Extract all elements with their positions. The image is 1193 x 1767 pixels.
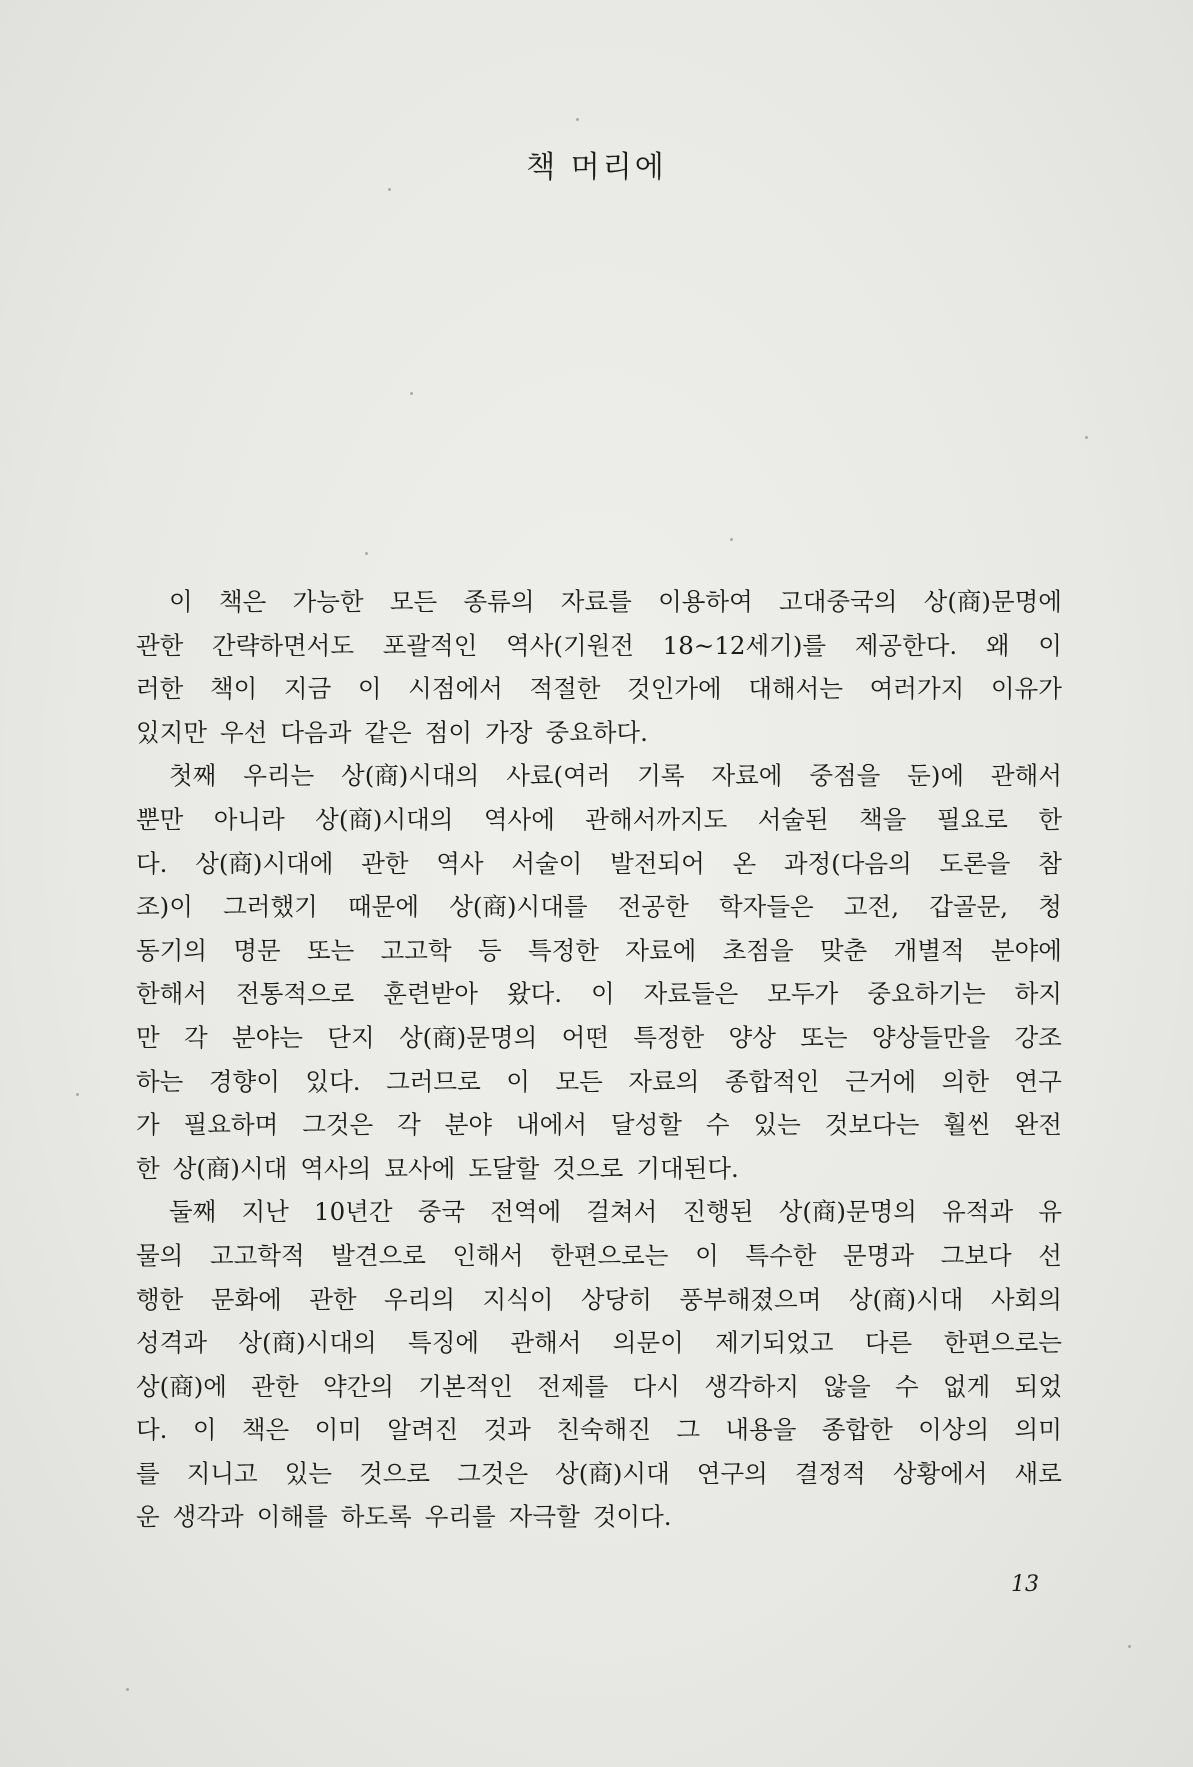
word: 유 xyxy=(1038,1197,1062,1227)
word: 기록 xyxy=(637,761,685,791)
word: 기본적인 xyxy=(418,1371,513,1401)
word: 훨씬 xyxy=(943,1110,991,1140)
word: 새로 xyxy=(1014,1458,1062,1488)
word: 둔)에 xyxy=(907,761,965,791)
word: 상(商)시대의 xyxy=(341,761,480,791)
word: 이 xyxy=(591,979,615,1009)
word: 자료들은 xyxy=(643,979,739,1009)
paper-speck xyxy=(126,1688,129,1691)
text-line xyxy=(136,711,1062,755)
word: 제공한다. xyxy=(854,630,958,660)
word: 고고학 xyxy=(380,935,452,965)
word: 우리를 xyxy=(424,1502,496,1532)
word: 종합적인 xyxy=(724,1066,820,1096)
word: 관한 xyxy=(309,1284,357,1314)
word: 상당히 xyxy=(580,1284,652,1314)
word: 역사의 xyxy=(300,1153,372,1183)
word: 있는 xyxy=(284,1458,333,1488)
word: 다시 xyxy=(632,1371,680,1401)
text-line xyxy=(136,1278,1062,1322)
word: 것으로 xyxy=(552,1153,624,1183)
word: 친숙해진 xyxy=(556,1415,652,1445)
word: 한편으로는 xyxy=(550,1240,669,1270)
word: 걸쳐서 xyxy=(586,1197,658,1227)
word: 관해서 xyxy=(510,1328,582,1358)
word: 생각과 xyxy=(172,1502,244,1532)
word: 도론을 xyxy=(939,848,1011,878)
paper-speck xyxy=(365,552,368,555)
text-line xyxy=(136,1408,1062,1452)
word: 도달할 xyxy=(468,1153,540,1183)
paper-speck xyxy=(730,538,733,541)
word: 하지 xyxy=(1014,979,1062,1009)
word: 제기되었고 xyxy=(715,1328,834,1358)
word: 것과 xyxy=(483,1415,531,1445)
word: 내용을 xyxy=(725,1415,797,1445)
word: 명문 xyxy=(233,935,281,965)
text-line xyxy=(136,1495,1062,1539)
word: 또는 xyxy=(800,1022,848,1052)
word: 전역에 xyxy=(490,1197,562,1227)
word: 온 xyxy=(732,848,757,878)
text-line xyxy=(136,624,1062,668)
word: 이 xyxy=(1038,630,1062,660)
word: 발전되어 xyxy=(610,848,705,878)
word: 생각하지 xyxy=(704,1371,799,1401)
word: 지금 xyxy=(283,674,332,704)
word: 상(商)시대의 xyxy=(315,804,454,834)
word: 그 xyxy=(676,1415,701,1445)
word: 뿐만 xyxy=(136,804,184,834)
word: 다른 xyxy=(864,1328,913,1358)
word: 선 xyxy=(1038,1240,1062,1270)
word: 것이다. xyxy=(592,1502,672,1532)
word: 책을 xyxy=(859,804,907,834)
word: 다. xyxy=(136,1415,168,1445)
word: 각 xyxy=(397,1110,421,1140)
word: 중요하기는 xyxy=(867,979,986,1009)
word: 필요하며 xyxy=(183,1110,279,1140)
word: 자료에 xyxy=(711,761,783,791)
word: 책은 xyxy=(218,587,267,616)
word: 분야에 xyxy=(990,935,1062,965)
word: 훈련받아 xyxy=(383,979,478,1009)
word: 전통적으로 xyxy=(235,979,355,1009)
word: 완전 xyxy=(1014,1110,1062,1140)
word: 이상의 xyxy=(918,1415,990,1445)
word: 전제를 xyxy=(537,1371,609,1401)
word: 없게 xyxy=(942,1371,991,1401)
word: 중국 xyxy=(417,1197,466,1227)
word: 상황에서 xyxy=(892,1458,988,1488)
word: 되었 xyxy=(1014,1371,1062,1401)
word: 알려진 xyxy=(387,1415,459,1445)
word: 상(商)시대 xyxy=(555,1458,670,1488)
page-title: 책 머리에 xyxy=(526,150,667,185)
word: 모두가 xyxy=(767,979,839,1009)
word: 양상 xyxy=(728,1022,776,1052)
word: 첫째 xyxy=(169,761,217,791)
word: 유적과 xyxy=(942,1197,1014,1227)
word: 있지만 xyxy=(136,717,208,747)
word: 종류의 xyxy=(463,587,535,616)
text-line xyxy=(136,1365,1062,1409)
word: 양상들만을 xyxy=(871,1022,991,1052)
word: 우리의 xyxy=(384,1284,456,1314)
word: 때문에 xyxy=(348,892,420,922)
word: 역사에 xyxy=(483,804,555,834)
word: 우리는 xyxy=(243,761,315,791)
word: 또는 xyxy=(306,935,355,965)
word: 이 xyxy=(169,587,193,616)
word: 그러므로 xyxy=(386,1066,481,1096)
word: 수 xyxy=(705,1110,730,1140)
word: 개별적 xyxy=(893,935,965,965)
word: 다. xyxy=(136,848,168,878)
word: 종합한 xyxy=(821,1415,893,1445)
word: 점이 xyxy=(424,717,473,747)
text-line xyxy=(136,929,1062,973)
word: 상(商)시대 xyxy=(848,1284,964,1314)
word: 참 xyxy=(1038,848,1062,878)
word: 것으로 xyxy=(359,1458,431,1488)
word: 과정(다음의 xyxy=(783,848,912,878)
word: 자료에 xyxy=(625,935,697,965)
word: 모든 xyxy=(389,587,438,616)
text-line xyxy=(136,972,1062,1016)
word: 역사 xyxy=(436,848,484,878)
word: 그러했기 xyxy=(223,892,318,922)
word: 왔다. xyxy=(506,979,563,1009)
word: 이 xyxy=(506,1066,530,1096)
word: 사료(여러 xyxy=(506,761,611,791)
word: 상(商)시대에 xyxy=(195,848,334,878)
word: 관한 xyxy=(136,630,184,660)
word: 조)이 xyxy=(136,892,193,922)
word: 여러가지 xyxy=(869,674,965,704)
word: 연구 xyxy=(1014,1066,1062,1096)
word: 맞춘 xyxy=(819,935,868,965)
word: 상(商)시대 xyxy=(172,1153,288,1183)
word: 않을 xyxy=(823,1371,871,1401)
text-line xyxy=(136,1147,1062,1191)
text-line xyxy=(136,1190,1062,1234)
word: 상(商)에 xyxy=(136,1371,227,1401)
word: 자료를 xyxy=(560,587,632,616)
text-line xyxy=(136,798,1062,842)
word: 운 xyxy=(136,1502,160,1532)
word: 전공한 xyxy=(617,892,689,922)
word: 진행된 xyxy=(682,1197,754,1227)
word: 이용하여 xyxy=(658,587,753,616)
word: 가능한 xyxy=(292,587,364,616)
word: 의한 xyxy=(941,1066,989,1096)
word: 러한 xyxy=(136,674,184,704)
word: 특수한 xyxy=(745,1240,817,1270)
word: 지니고 xyxy=(186,1458,258,1488)
word: 관한 xyxy=(251,1371,299,1401)
word: 중점을 xyxy=(809,761,881,791)
text-line xyxy=(136,667,1062,711)
word: 하도록 xyxy=(340,1502,412,1532)
word: 사회의 xyxy=(990,1284,1062,1314)
word: 풍부해졌으며 xyxy=(679,1284,822,1314)
word: 의미 xyxy=(1014,1415,1062,1445)
word: 내에서 xyxy=(515,1110,587,1140)
paper-speck xyxy=(410,392,413,395)
word: 행한 xyxy=(136,1284,184,1314)
word: 상(商)문명에 xyxy=(923,587,1062,616)
word: 고전, xyxy=(843,892,900,922)
word: 동기의 xyxy=(136,935,208,965)
word: 있다. xyxy=(305,1066,361,1096)
word: 초점을 xyxy=(722,935,794,965)
word: 책은 xyxy=(241,1415,290,1445)
word: 연구의 xyxy=(696,1458,768,1488)
word: 서술된 xyxy=(757,804,829,834)
text-line xyxy=(136,885,1062,929)
word: 이 xyxy=(695,1240,719,1270)
word: 둘째 xyxy=(169,1197,217,1227)
word: 간략하면서도 xyxy=(212,630,355,660)
page-number: 13 xyxy=(1011,1572,1039,1597)
word: 것보다는 xyxy=(824,1110,920,1140)
word: 분야는 xyxy=(231,1022,303,1052)
word: 관해서 xyxy=(990,761,1062,791)
word: 등 xyxy=(477,935,502,965)
word: 같은 xyxy=(364,717,412,747)
word: 다음과 xyxy=(280,717,352,747)
word: 인해서 xyxy=(452,1240,524,1270)
word: 약간의 xyxy=(322,1371,394,1401)
word: 역사(기원전 xyxy=(506,630,634,660)
text-line xyxy=(136,754,1062,798)
word: 가장 xyxy=(485,717,533,747)
word: 상(商)문명의 xyxy=(398,1022,538,1052)
word: 관한 xyxy=(361,848,409,878)
word: 이미 xyxy=(314,1415,362,1445)
text-line xyxy=(136,1321,1062,1365)
word: 지식이 xyxy=(482,1284,554,1314)
word: 고고학적 xyxy=(209,1240,305,1270)
word: 포괄적인 xyxy=(382,630,478,660)
word: 것인가에 xyxy=(627,674,722,704)
word: 한 xyxy=(1038,804,1062,834)
word: 이유가 xyxy=(990,674,1062,704)
word: 상(商)문명의 xyxy=(778,1197,917,1227)
text-line xyxy=(136,1452,1062,1496)
word: 각 xyxy=(183,1022,208,1052)
paper-speck xyxy=(1085,436,1088,439)
word: 특정한 xyxy=(633,1022,705,1052)
text-line xyxy=(136,1060,1062,1104)
word: 필요로 xyxy=(936,804,1008,834)
word: 를 xyxy=(136,1458,160,1488)
word: 그보다 xyxy=(940,1240,1012,1270)
word: 상(商)시대를 xyxy=(449,892,588,922)
word: 경향이 xyxy=(208,1066,280,1096)
body-text xyxy=(136,580,1062,1539)
word: 책이 xyxy=(209,674,258,704)
word: 수 xyxy=(894,1371,919,1401)
word: 지난 xyxy=(241,1197,289,1227)
word: 있는 xyxy=(753,1110,801,1140)
word: 이해를 xyxy=(256,1502,328,1532)
word: 서술이 xyxy=(511,848,583,878)
word: 강조 xyxy=(1014,1022,1062,1052)
word: 단지 xyxy=(327,1022,375,1052)
word: 10년간 xyxy=(314,1197,393,1227)
word: 만 xyxy=(136,1022,160,1052)
word: 문화에 xyxy=(210,1284,282,1314)
text-line xyxy=(136,580,1062,624)
word: 한해서 xyxy=(136,979,208,1009)
word: 특정한 xyxy=(527,935,599,965)
word: 18~12세기)를 xyxy=(662,630,827,660)
word: 어떤 xyxy=(561,1022,609,1052)
word: 발견으로 xyxy=(331,1240,426,1270)
word: 묘사에 xyxy=(384,1153,456,1183)
word: 근거에 xyxy=(845,1066,917,1096)
word: 왜 xyxy=(985,630,1010,660)
word: 가 xyxy=(136,1110,160,1140)
text-line xyxy=(136,1234,1062,1278)
word: 기대된다. xyxy=(636,1153,739,1183)
word: 성격과 xyxy=(136,1328,208,1358)
text-line xyxy=(136,1103,1062,1147)
word: 자극할 xyxy=(508,1502,580,1532)
text-line xyxy=(136,842,1062,886)
word: 관해서까지도 xyxy=(585,804,728,834)
word: 대해서는 xyxy=(748,674,843,704)
word: 시점에서 xyxy=(408,674,503,704)
word: 아니라 xyxy=(213,804,285,834)
word: 갑골문, xyxy=(929,892,1009,922)
word: 문명과 xyxy=(843,1240,915,1270)
word: 우선 xyxy=(220,717,268,747)
word: 고대중국의 xyxy=(779,587,898,616)
word: 그것은 xyxy=(302,1110,374,1140)
word: 중요하다. xyxy=(545,717,648,747)
word: 청 xyxy=(1038,892,1062,922)
paper-speck xyxy=(576,118,579,121)
word: 하는 xyxy=(136,1066,184,1096)
word: 결정적 xyxy=(794,1458,866,1488)
word: 적절한 xyxy=(529,674,601,704)
word: 한 xyxy=(136,1153,160,1183)
word: 이 xyxy=(357,674,382,704)
paper-speck xyxy=(388,188,391,191)
word: 이 xyxy=(192,1415,217,1445)
word: 상(商)시대의 xyxy=(238,1328,377,1358)
word: 분야 xyxy=(444,1110,493,1140)
word: 그것은 xyxy=(457,1458,529,1488)
word: 자료의 xyxy=(628,1066,700,1096)
word: 한편으로는 xyxy=(943,1328,1062,1358)
word: 모든 xyxy=(555,1066,603,1096)
paper-speck xyxy=(1128,1645,1131,1648)
word: 학자들은 xyxy=(719,892,814,922)
text-line xyxy=(136,1016,1062,1060)
word: 물의 xyxy=(136,1240,184,1270)
word: 의문이 xyxy=(612,1328,684,1358)
word: 달성할 xyxy=(610,1110,682,1140)
word: 특징에 xyxy=(408,1328,480,1358)
paper-speck xyxy=(76,1093,79,1096)
